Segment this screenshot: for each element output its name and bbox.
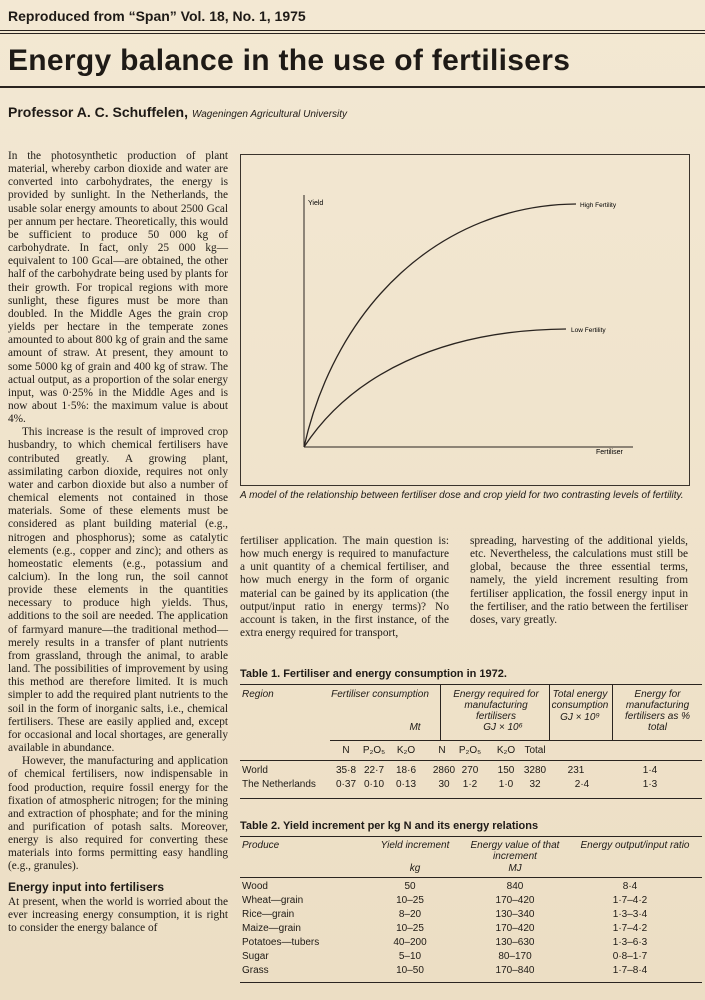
table2-cell: 40–200 xyxy=(393,937,427,948)
table2-cell: 1·7–4·2 xyxy=(612,895,648,906)
table1-cell: 0·37 xyxy=(335,779,356,790)
table2-unit-mj: MJ xyxy=(508,863,522,874)
low-fertility-label: Low Fertility xyxy=(571,327,606,334)
table1-sub-n: N xyxy=(438,745,446,756)
table1-sub-total: Total xyxy=(524,745,546,756)
table1-cell: 32 xyxy=(529,779,541,790)
table2-header-ratio: Energy output/input ratio xyxy=(580,840,690,851)
table2-cell: 840 xyxy=(506,881,524,892)
table2-cell: 50 xyxy=(404,881,416,892)
table2-cell: 8–20 xyxy=(398,909,422,920)
table2-cell: 170–420 xyxy=(495,895,535,906)
table2-cell: 8·4 xyxy=(622,881,638,892)
high-fertility-label: High Fertility xyxy=(580,202,617,209)
table2-produce: Rice—grain xyxy=(242,909,295,920)
table1-cell: 3280 xyxy=(523,765,547,776)
table1-cell: 18·6 xyxy=(395,765,416,776)
table1-top-rule xyxy=(240,684,702,685)
table1-row-region: The Netherlands xyxy=(242,779,316,790)
table1-cell: 1·0 xyxy=(498,779,514,790)
table1-sub-rule xyxy=(330,740,702,741)
table2-cell: 10–50 xyxy=(396,965,424,976)
table1-header-total: Total energy consumption xyxy=(551,689,609,711)
table2-cell: 1·7–4·2 xyxy=(612,923,648,934)
right-column xyxy=(470,535,688,627)
title-rule xyxy=(0,86,705,88)
table2-header-yield: Yield increment xyxy=(380,840,450,851)
table1-cell: 0·13 xyxy=(395,779,416,790)
table1-cell: 0·10 xyxy=(363,779,384,790)
table1-cell: 2860 xyxy=(432,765,456,776)
table2-cell: 1·7–8·4 xyxy=(612,965,648,976)
table1-header-energy: Energy required for manufacturing fertilisers xyxy=(453,689,539,722)
table2-header-energy: Energy value of that increment xyxy=(470,840,560,862)
paragraph: At present, when the world is worried about the ever increasing energy consumption, it is right to consider the energy balance of xyxy=(8,895,228,934)
table2-produce: Sugar xyxy=(242,951,269,962)
left-column xyxy=(8,150,228,935)
table2-top-rule xyxy=(240,836,702,837)
table1-cell: 30 xyxy=(438,779,450,790)
top-rule-2 xyxy=(0,33,705,34)
paragraph: fertiliser application. The main question is: how much energy is required to manufacture a unit quantity of a chemical fertiliser, and how much energy in the form of organic material can be gained by its application (the output/input ratio in energy terms)? No account is taken, in the first instance, of the extra energy required for transport, xyxy=(240,535,449,640)
table2-cell: 170–420 xyxy=(495,923,535,934)
table2-cell: 1·3–3·4 xyxy=(612,909,648,920)
source-line: Reproduced from “Span” Vol. 18, No. 1, 1975 xyxy=(8,8,306,24)
paragraph: However, the manufacturing and application of chemical fertilisers, now indispensable in food production, require fossil energy for the fixation of atmospheric nitrogen; for the mining and extraction of phosphate; and for the mining and purification of potash salts. Moreover, energy is also required for converting these materials into forms permitting easy handling (e.g., granules). xyxy=(8,755,228,873)
table1-row-region: World xyxy=(242,765,268,776)
table1-header-region: Region xyxy=(242,689,274,700)
affiliation: Wageningen Agricultural University xyxy=(191,109,348,120)
table1-header-fert: Fertiliser consumption xyxy=(331,689,429,700)
table2-cell: 5–10 xyxy=(398,951,422,962)
table2-produce: Wheat—grain xyxy=(242,895,304,906)
section-heading: Energy input into fertilisers xyxy=(8,879,165,894)
table1-header-total-unit: GJ × 10⁹ xyxy=(560,712,600,723)
table1-header-pct: Energy for manufacturing fertilisers as % total xyxy=(624,689,690,733)
low-fertility-curve xyxy=(304,329,566,447)
table2-cell: 170–840 xyxy=(495,965,535,976)
table2-cell: 130–340 xyxy=(495,909,535,920)
table1-sub-p: P₂O₅ xyxy=(458,745,482,756)
table1-cell: 2·4 xyxy=(574,779,590,790)
yield-chart xyxy=(241,155,689,485)
table1-cell: 1·2 xyxy=(462,779,478,790)
figure-caption: A model of the relationship between fertiliser dose and crop yield for two contrasting levels of fertility. xyxy=(240,490,684,501)
figure-frame xyxy=(240,154,690,486)
table1-title: Table 1. Fertiliser and energy consumption in 1972. xyxy=(240,668,507,680)
table2-produce: Grass xyxy=(242,965,269,976)
table1-sub-k: K₂O xyxy=(496,745,516,756)
table1-cell: 231 xyxy=(567,765,585,776)
table2-title: Table 2. Yield increment per kg N and its energy relations xyxy=(240,820,539,832)
paragraph: This increase is the result of improved crop husbandry, to which chemical fertilisers have contributed greatly. A growing plant, assimilating carbon dioxide, requires not only water and carbon dioxide but also a number of chemical elements not contained in those materials. Some of these elements must be considered as plant building material (e.g., nitrogen and phosphorus); some as catalytic elements (e.g., copper and zinc); and others as homeostatic elements (e.g., potassium and calcium). In the long run, the soil cannot provide these elements in the quantities necessary to produce high yields. Thus, additions to the soil are needed. The application of farmyard manure—the traditional method—merely results in a transfer of plant nutrients from grassland, through the animal, to arable land. The possibilities of improvement by using this method are therefore limited. It is much simpler to add the required plant nutrients to the soil in the form of inorganic salts, i.e., chemical fertilisers. These are easily applied and, except for occasional and local shortages, are generally available in abundance. xyxy=(8,426,228,755)
table2-produce: Potatoes—tubers xyxy=(242,937,320,948)
table1-sub-p: P₂O₅ xyxy=(362,745,386,756)
table1-bottom-rule xyxy=(240,798,702,799)
high-fertility-curve xyxy=(304,204,576,447)
table1-header-fert-unit: Mt xyxy=(409,722,421,733)
table2-header-produce: Produce xyxy=(242,840,280,851)
table1-header-energy-unit: GJ × 10⁶ xyxy=(483,722,523,733)
table2-header-rule xyxy=(240,877,702,878)
table2-unit-kg: kg xyxy=(409,863,421,874)
paragraph: In the photosynthetic production of plant material, whereby carbon dioxide and water are converted into carbohydrates, the energy is provided by sunlight. In the Netherlands, the usable solar energy amounts to about 2500 Gcal per annum per hectare. Theoretically, this would be sufficient to produce 50 000 kg of carbohydrate. In fact, only 25 000 kg—equivalent to 100 Gcal—are obtained, the other half of the carbohydrate being used by plants for their growth. For tropical regions with more sunlight, these figures must be more than doubled. In the Middle Ages the grain crop yields per hectare in the temperate zones amounted to about 800 kg of grain and the same amount of straw. At present, they amount to some 5000 kg of grain and 400 kg of straw. The actual output, as a proportion of the solar energy input, was 0·25% in the Middle Ages and is now about 1·5%: the maximum value is about 4%. xyxy=(8,150,228,426)
table2-cell: 10–25 xyxy=(396,923,424,934)
table1-cell: 35·8 xyxy=(336,765,357,776)
table1-cell: 1·3 xyxy=(642,779,658,790)
page-title: Energy balance in the use of fertilisers xyxy=(8,44,571,77)
table1-divider xyxy=(549,684,550,740)
table1-cell: 1·4 xyxy=(642,765,658,776)
table2-bottom-rule xyxy=(240,982,702,983)
table1-cell: 270 xyxy=(461,765,479,776)
table1-cell: 150 xyxy=(497,765,515,776)
table2-produce: Wood xyxy=(242,881,268,892)
table1-divider xyxy=(612,684,613,740)
top-rule xyxy=(0,30,705,31)
table2-cell: 1·3–6·3 xyxy=(612,937,648,948)
table1-sub-k: K₂O xyxy=(396,745,416,756)
middle-column xyxy=(240,535,449,640)
y-axis-label: Yield xyxy=(308,200,324,207)
x-axis-label: Fertiliser xyxy=(596,449,623,456)
author-line xyxy=(8,104,347,120)
paragraph: spreading, harvesting of the additional yields, etc. Nevertheless, the calculations must still be global, because the three essential terms, namely, the yield increment resulting from fertiliser application, the fossil energy input in the fertiliser, and the ratio between the fertiliser doses, vary greatly. xyxy=(470,535,688,626)
table1-sub-n: N xyxy=(342,745,350,756)
table2-produce: Maize—grain xyxy=(242,923,301,934)
table2-cell: 0·8–1·7 xyxy=(612,951,648,962)
table1-body-rule xyxy=(240,760,702,761)
table1-divider xyxy=(440,684,441,740)
table2-cell: 130–630 xyxy=(495,937,535,948)
table2-cell: 10–25 xyxy=(396,895,424,906)
author-name: Professor A. C. Schuffelen, xyxy=(8,104,188,120)
table2-cell: 80–170 xyxy=(498,951,532,962)
table1-cell: 22·7 xyxy=(363,765,384,776)
